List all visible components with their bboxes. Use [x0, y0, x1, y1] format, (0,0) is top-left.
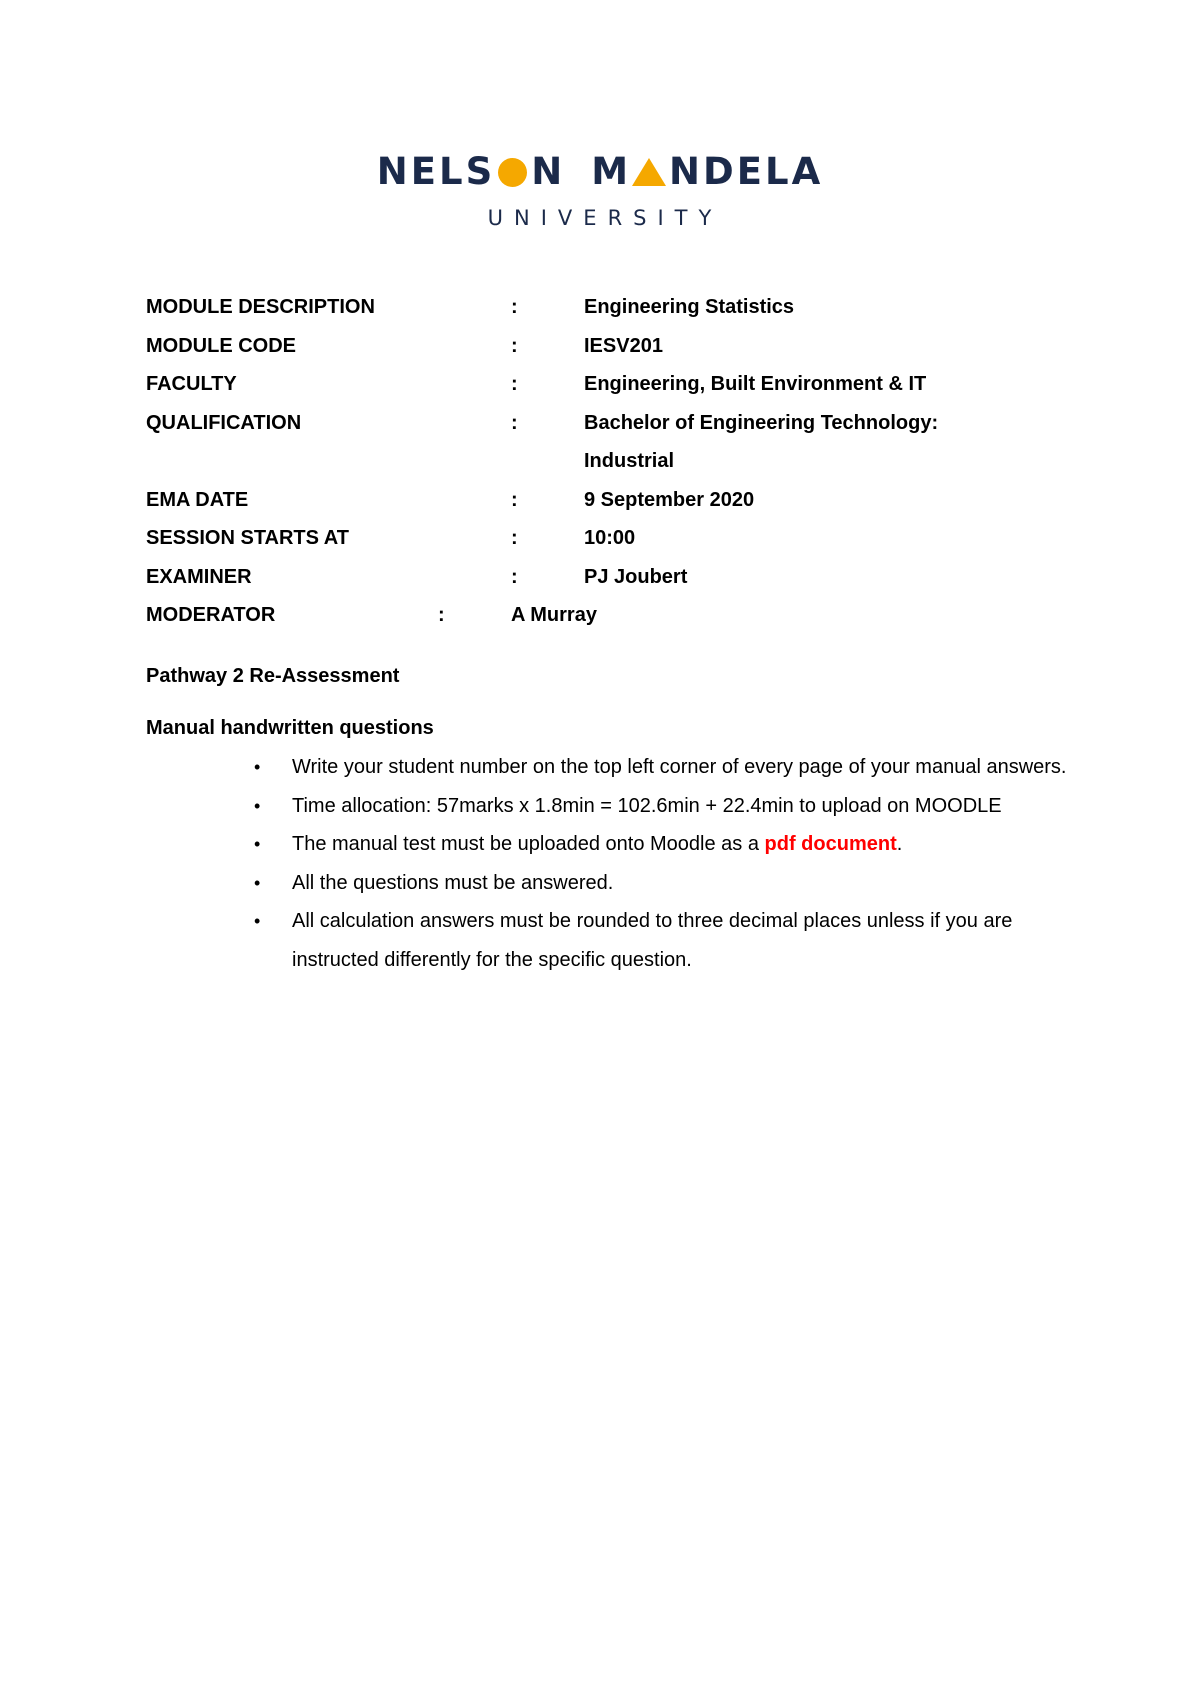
logo-word-mandela [591, 150, 823, 194]
info-label: FACULTY [146, 373, 237, 395]
list-item-text: All the questions must be answered. [292, 871, 614, 894]
info-row-qualification-cont [146, 442, 1004, 481]
info-row-examiner [146, 558, 1004, 597]
logo-text-nels: NELS [376, 150, 496, 193]
info-colon [511, 442, 584, 481]
module-info-table [146, 288, 1004, 635]
info-label: MODULE CODE [146, 334, 296, 357]
list-item-text-post: . [896, 833, 903, 855]
info-colon: : [438, 604, 445, 626]
info-label [146, 442, 511, 481]
bullet-icon: • [254, 834, 261, 854]
bullet-icon: • [254, 757, 261, 777]
info-row-qualification [146, 404, 1004, 443]
info-row-module-description [146, 288, 1004, 327]
info-colon: : [511, 296, 518, 318]
info-value: Engineering, Built Environment & IT [584, 373, 927, 395]
logo-text-n: N [531, 150, 566, 193]
logo-wordmark [377, 150, 823, 194]
info-colon: : [511, 334, 518, 357]
pathway-heading: Pathway 2 Re-Assessment [146, 665, 400, 687]
logo-subtitle: UNIVERSITY [487, 206, 723, 230]
logo-circle-icon [498, 158, 527, 187]
logo-triangle-icon [632, 158, 666, 186]
logo-text-m: M [591, 150, 632, 193]
info-value: 10:00 [584, 527, 636, 549]
list-item [248, 748, 1078, 787]
list-item [248, 787, 1078, 826]
info-label: MODERATOR [146, 604, 276, 626]
instructions-list [248, 748, 1078, 979]
info-colon: : [511, 373, 518, 395]
logo-word-nelson [377, 150, 565, 194]
info-colon: : [511, 411, 518, 434]
info-value: A Murray [511, 604, 597, 626]
bullet-icon: • [254, 795, 261, 816]
bullet-icon: • [254, 872, 261, 893]
info-row-module-code [146, 327, 1004, 366]
list-item-text: Write your student number on the top left corner of every page of your manual answers. [292, 756, 1067, 778]
bullet-icon: • [254, 911, 261, 931]
info-row-moderator [146, 596, 1004, 635]
info-label: MODULE DESCRIPTION [146, 296, 375, 318]
info-row-ema-date [146, 481, 1004, 520]
logo-text-ndela: NDELA [669, 150, 824, 193]
list-item-text: All calculation answers must be rounded to three decimal places unless if you are instructed differently for the specific question. [292, 910, 1013, 971]
info-label: QUALIFICATION [146, 411, 302, 434]
info-colon: : [511, 488, 518, 511]
manual-questions-heading: Manual handwritten questions [146, 717, 434, 739]
info-value: 9 September 2020 [584, 488, 755, 511]
list-item-text-pre: The manual test must be uploaded onto Moodle as a [292, 833, 765, 855]
info-label: EMA DATE [146, 488, 249, 511]
info-label: SESSION STARTS AT [146, 527, 349, 549]
info-row-session-start [146, 519, 1004, 558]
info-row-faculty [146, 365, 1004, 404]
pdf-document-highlight: pdf document [764, 833, 897, 855]
info-value: Industrial [584, 450, 675, 472]
info-value: IESV201 [584, 334, 663, 357]
list-item-text: Time allocation: 57marks x 1.8min = 102.6min + 22.4min to upload on MOODLE [292, 794, 1002, 817]
info-value: Engineering Statistics [584, 296, 795, 318]
list-item [248, 825, 1078, 864]
list-item [248, 864, 1078, 903]
info-colon: : [511, 527, 518, 549]
info-label: EXAMINER [146, 565, 252, 588]
info-value: PJ Joubert [584, 565, 688, 588]
info-colon: : [511, 565, 518, 588]
info-value: Bachelor of Engineering Technology: [584, 411, 939, 434]
university-logo [0, 150, 1200, 230]
list-item [248, 902, 1078, 979]
